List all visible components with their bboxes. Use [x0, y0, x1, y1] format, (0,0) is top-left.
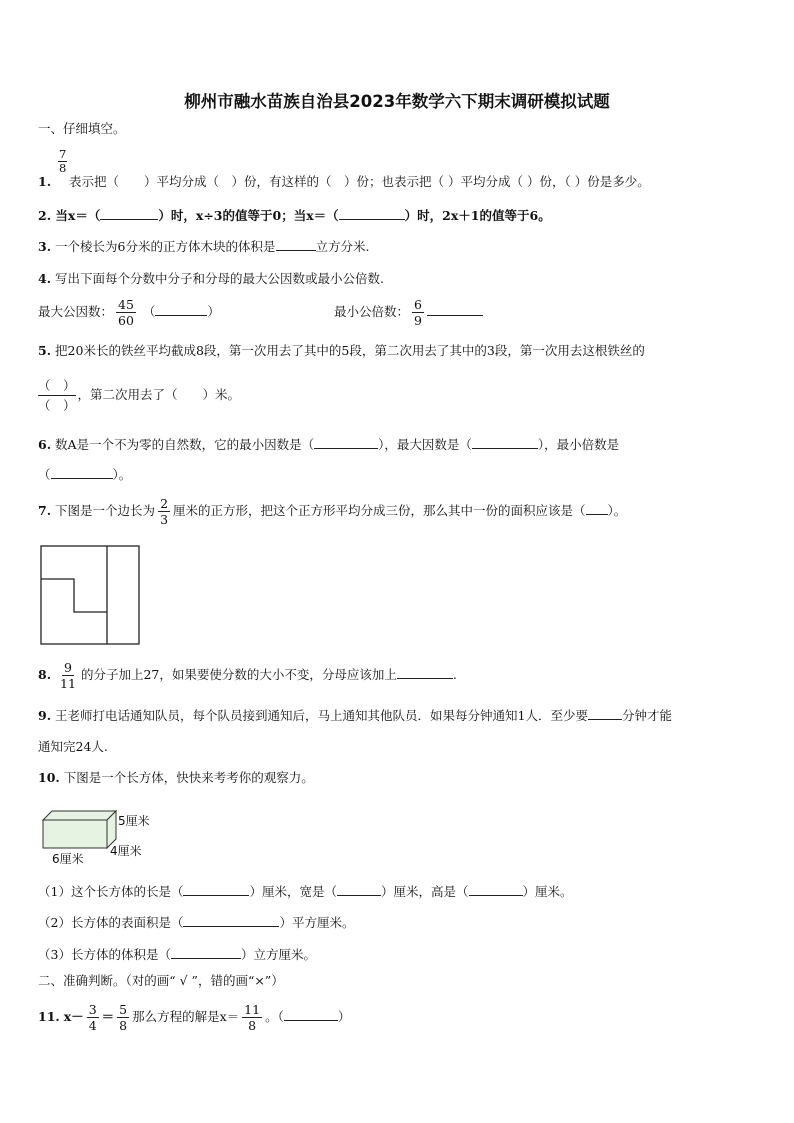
- section-1-heading: 一、仔细填空。: [38, 121, 126, 136]
- q10-s1-d: ）厘米。: [522, 884, 573, 899]
- q6-blank-2[interactable]: [472, 436, 538, 449]
- q10-volume-blank[interactable]: [171, 946, 241, 959]
- q9-text-2: 分钟才能: [622, 708, 673, 723]
- page-title: 柳州市融水苗族自治县2023年数学六下期末调研模拟试题: [184, 92, 610, 111]
- q10-s2-a: （2）长方体的表面积是（: [38, 915, 184, 930]
- q1-fraction-denominator: 8: [59, 161, 67, 175]
- q10-width-blank[interactable]: [337, 883, 381, 896]
- question-6-cont: [38, 466, 131, 484]
- question-8: [38, 660, 457, 691]
- q11-text-2: 。（: [265, 1009, 284, 1024]
- q11-number: 11.: [38, 1009, 60, 1024]
- q7-blank[interactable]: [586, 502, 608, 515]
- q7-square-outline: [41, 546, 139, 644]
- q11-text-3: ）: [337, 1009, 351, 1024]
- q6-text-3: ），最小倍数是: [537, 437, 620, 452]
- q10-subquestion-2: [38, 914, 354, 932]
- q1-fraction-numerator: 7: [59, 147, 67, 161]
- question-10: [38, 769, 314, 787]
- q10-s3-a: （3）长方体的体积是（: [38, 947, 171, 962]
- q11-f3-numerator: 11: [244, 1002, 261, 1017]
- q4-gcd-close: ）: [207, 304, 220, 319]
- q5-number: 5.: [38, 343, 52, 358]
- q9-blank[interactable]: [588, 707, 622, 720]
- q7-denominator: 3: [160, 512, 169, 527]
- q10-text: 下图是一个长方体，快快来考考你的观察力。: [63, 770, 314, 785]
- q4-gcd-open: （: [142, 304, 156, 319]
- q11-f2-denominator: 8: [119, 1018, 128, 1033]
- q9-number: 9.: [38, 708, 52, 723]
- q4-lcm-numerator: 6: [414, 297, 422, 312]
- question-4: [38, 270, 384, 288]
- q3-number: 3.: [38, 239, 52, 254]
- question-11: [38, 1002, 350, 1033]
- q8-denominator: 11: [60, 676, 76, 691]
- question-5: [38, 342, 645, 360]
- q4-lcm-fraction: [412, 297, 424, 328]
- q10-height-blank[interactable]: [469, 883, 523, 896]
- q6-blank-3[interactable]: [51, 466, 113, 479]
- q2-number: 2.: [38, 208, 52, 223]
- q4-lcm-denominator: 9: [414, 313, 422, 328]
- q8-numerator: 9: [64, 660, 72, 675]
- cuboid-front-face: [43, 820, 107, 848]
- q5-fraction-denominator[interactable]: （ ）: [38, 398, 76, 413]
- q5-text: 把20米长的铁丝平均截成8段，第一次用去了其中的5段，第二次用去了其中的3段，第一次用去这根铁丝的: [55, 343, 645, 358]
- q5-fraction: [36, 378, 78, 413]
- q11-blank[interactable]: [284, 1008, 338, 1021]
- question-9-cont: [38, 738, 108, 756]
- q1-number: 1.: [38, 174, 52, 189]
- q6-text-2: ），最大因数是（: [378, 437, 472, 452]
- q10-area-blank[interactable]: [183, 914, 279, 927]
- q5-text-2: ，第二次用去了（ ）米。: [77, 387, 241, 402]
- q7-divider-step: [41, 579, 107, 612]
- q8-blank[interactable]: [397, 666, 453, 679]
- q10-s2-b: ）平方厘米。: [279, 915, 355, 930]
- q7-fraction: [158, 496, 170, 527]
- q4-number: 4.: [38, 271, 52, 286]
- q4-text: 写出下面每个分数中分子和分母的最大公因数或最小公倍数.: [55, 271, 385, 286]
- q7-text-2: 厘米的正方形，把这个正方形平均分成三份，那么其中一份的面积应该是（: [173, 503, 586, 518]
- q3-blank[interactable]: [276, 238, 316, 251]
- q7-number: 7.: [38, 503, 52, 518]
- q11-fraction-2: [117, 1002, 129, 1033]
- q10-number: 10.: [38, 770, 60, 785]
- q10-s3-b: ）立方厘米。: [240, 947, 316, 962]
- q9-text-1: 王老师打电话通知队员，每个队员接到通知后，马上通知其他队员．如果每分钟通知1人．至少要: [55, 708, 589, 723]
- q11-f2-numerator: 5: [119, 1002, 128, 1017]
- q2-blank-1[interactable]: [100, 207, 158, 220]
- q5-row-2: [36, 378, 240, 413]
- question-7: [38, 496, 626, 527]
- q4-lcm-row: [334, 297, 483, 328]
- q9-text-3: 通知完24人.: [38, 739, 108, 754]
- question-9: [38, 707, 672, 725]
- q10-subquestion-1: [38, 883, 573, 901]
- q11-f3-denominator: 8: [248, 1018, 257, 1033]
- q4-lcm-blank[interactable]: [427, 303, 483, 316]
- q11-text-0: x－: [63, 1009, 84, 1024]
- q7-text-1: 下图是一个边长为: [55, 503, 156, 518]
- q4-gcd-denominator: 60: [118, 313, 134, 328]
- q10-length-blank[interactable]: [183, 883, 249, 896]
- q11-fraction-3: [242, 1002, 262, 1033]
- q6-text-1: 数A是一个不为零的自然数，它的最小因数是（: [55, 437, 315, 452]
- q8-number: 8.: [38, 667, 52, 682]
- q3-text-1: 一个棱长为6分米的正方体木块的体积是: [55, 239, 276, 254]
- q4-gcd-label: 最大公因数：: [38, 304, 114, 319]
- q11-f1-numerator: 3: [88, 1002, 97, 1017]
- q8-text-1: 的分子加上27，如果要使分数的大小不变，分母应该加上: [80, 667, 397, 682]
- q6-text-5: ）。: [112, 467, 132, 482]
- section-2-heading: 二、准确判断。（对的画“ √ ”，错的画“×”）: [38, 973, 284, 988]
- q10-s1-a: （1）这个长方体的长是（: [38, 884, 184, 899]
- question-2: [38, 207, 551, 225]
- cuboid-top-face: [43, 811, 116, 820]
- q6-number: 6.: [38, 437, 52, 452]
- question-3: [38, 238, 370, 256]
- cuboid-width-label: 4厘米: [110, 844, 142, 858]
- cuboid-length-label: 6厘米: [52, 852, 84, 866]
- q2-text-1: 当x＝（: [55, 208, 101, 223]
- q4-lcm-label: 最小公倍数：: [334, 304, 410, 319]
- q6-text-4: （: [38, 467, 51, 482]
- q11-f1-denominator: 4: [88, 1018, 97, 1033]
- q7-numerator: 2: [160, 496, 169, 511]
- question-1: [38, 173, 650, 191]
- q2-text-3: ）时，2x＋1的值等于6。: [404, 208, 551, 223]
- q4-gcd-blank[interactable]: [155, 303, 207, 316]
- q11-text-1: 那么方程的解是x＝: [132, 1009, 240, 1024]
- q1-fraction: [58, 148, 67, 175]
- q3-text-2: 立方分米.: [315, 239, 370, 254]
- q11-fraction-1: [87, 1002, 99, 1033]
- q5-fraction-numerator[interactable]: （ ）: [38, 378, 76, 396]
- question-6: [38, 436, 619, 454]
- q10-s1-c: ）厘米，高是（: [380, 884, 469, 899]
- q7-text-3: ）。: [607, 503, 627, 518]
- q7-square-figure: [40, 545, 142, 647]
- q10-s1-b: ）厘米，宽是（: [249, 884, 337, 899]
- q4-gcd-fraction: [116, 297, 136, 328]
- q8-text-2: .: [452, 667, 457, 682]
- q11-equals: ＝: [101, 1009, 115, 1024]
- q2-text-2: ）时，x÷3的值等于0；当x＝（: [158, 208, 339, 223]
- cuboid-height-label: 5厘米: [118, 814, 150, 828]
- q4-gcd-numerator: 45: [118, 297, 134, 312]
- q6-blank-1[interactable]: [314, 436, 378, 449]
- q8-fraction: [58, 660, 78, 691]
- q4-gcd-row: [38, 297, 220, 328]
- q1-text: 表示把（ ）平均分成（ ）份，有这样的（ ）份；也表示把（ ）平均分成（ ）份，（ ）份是多少。: [69, 174, 650, 189]
- q2-blank-2[interactable]: [339, 207, 405, 220]
- q10-subquestion-3: [38, 946, 316, 964]
